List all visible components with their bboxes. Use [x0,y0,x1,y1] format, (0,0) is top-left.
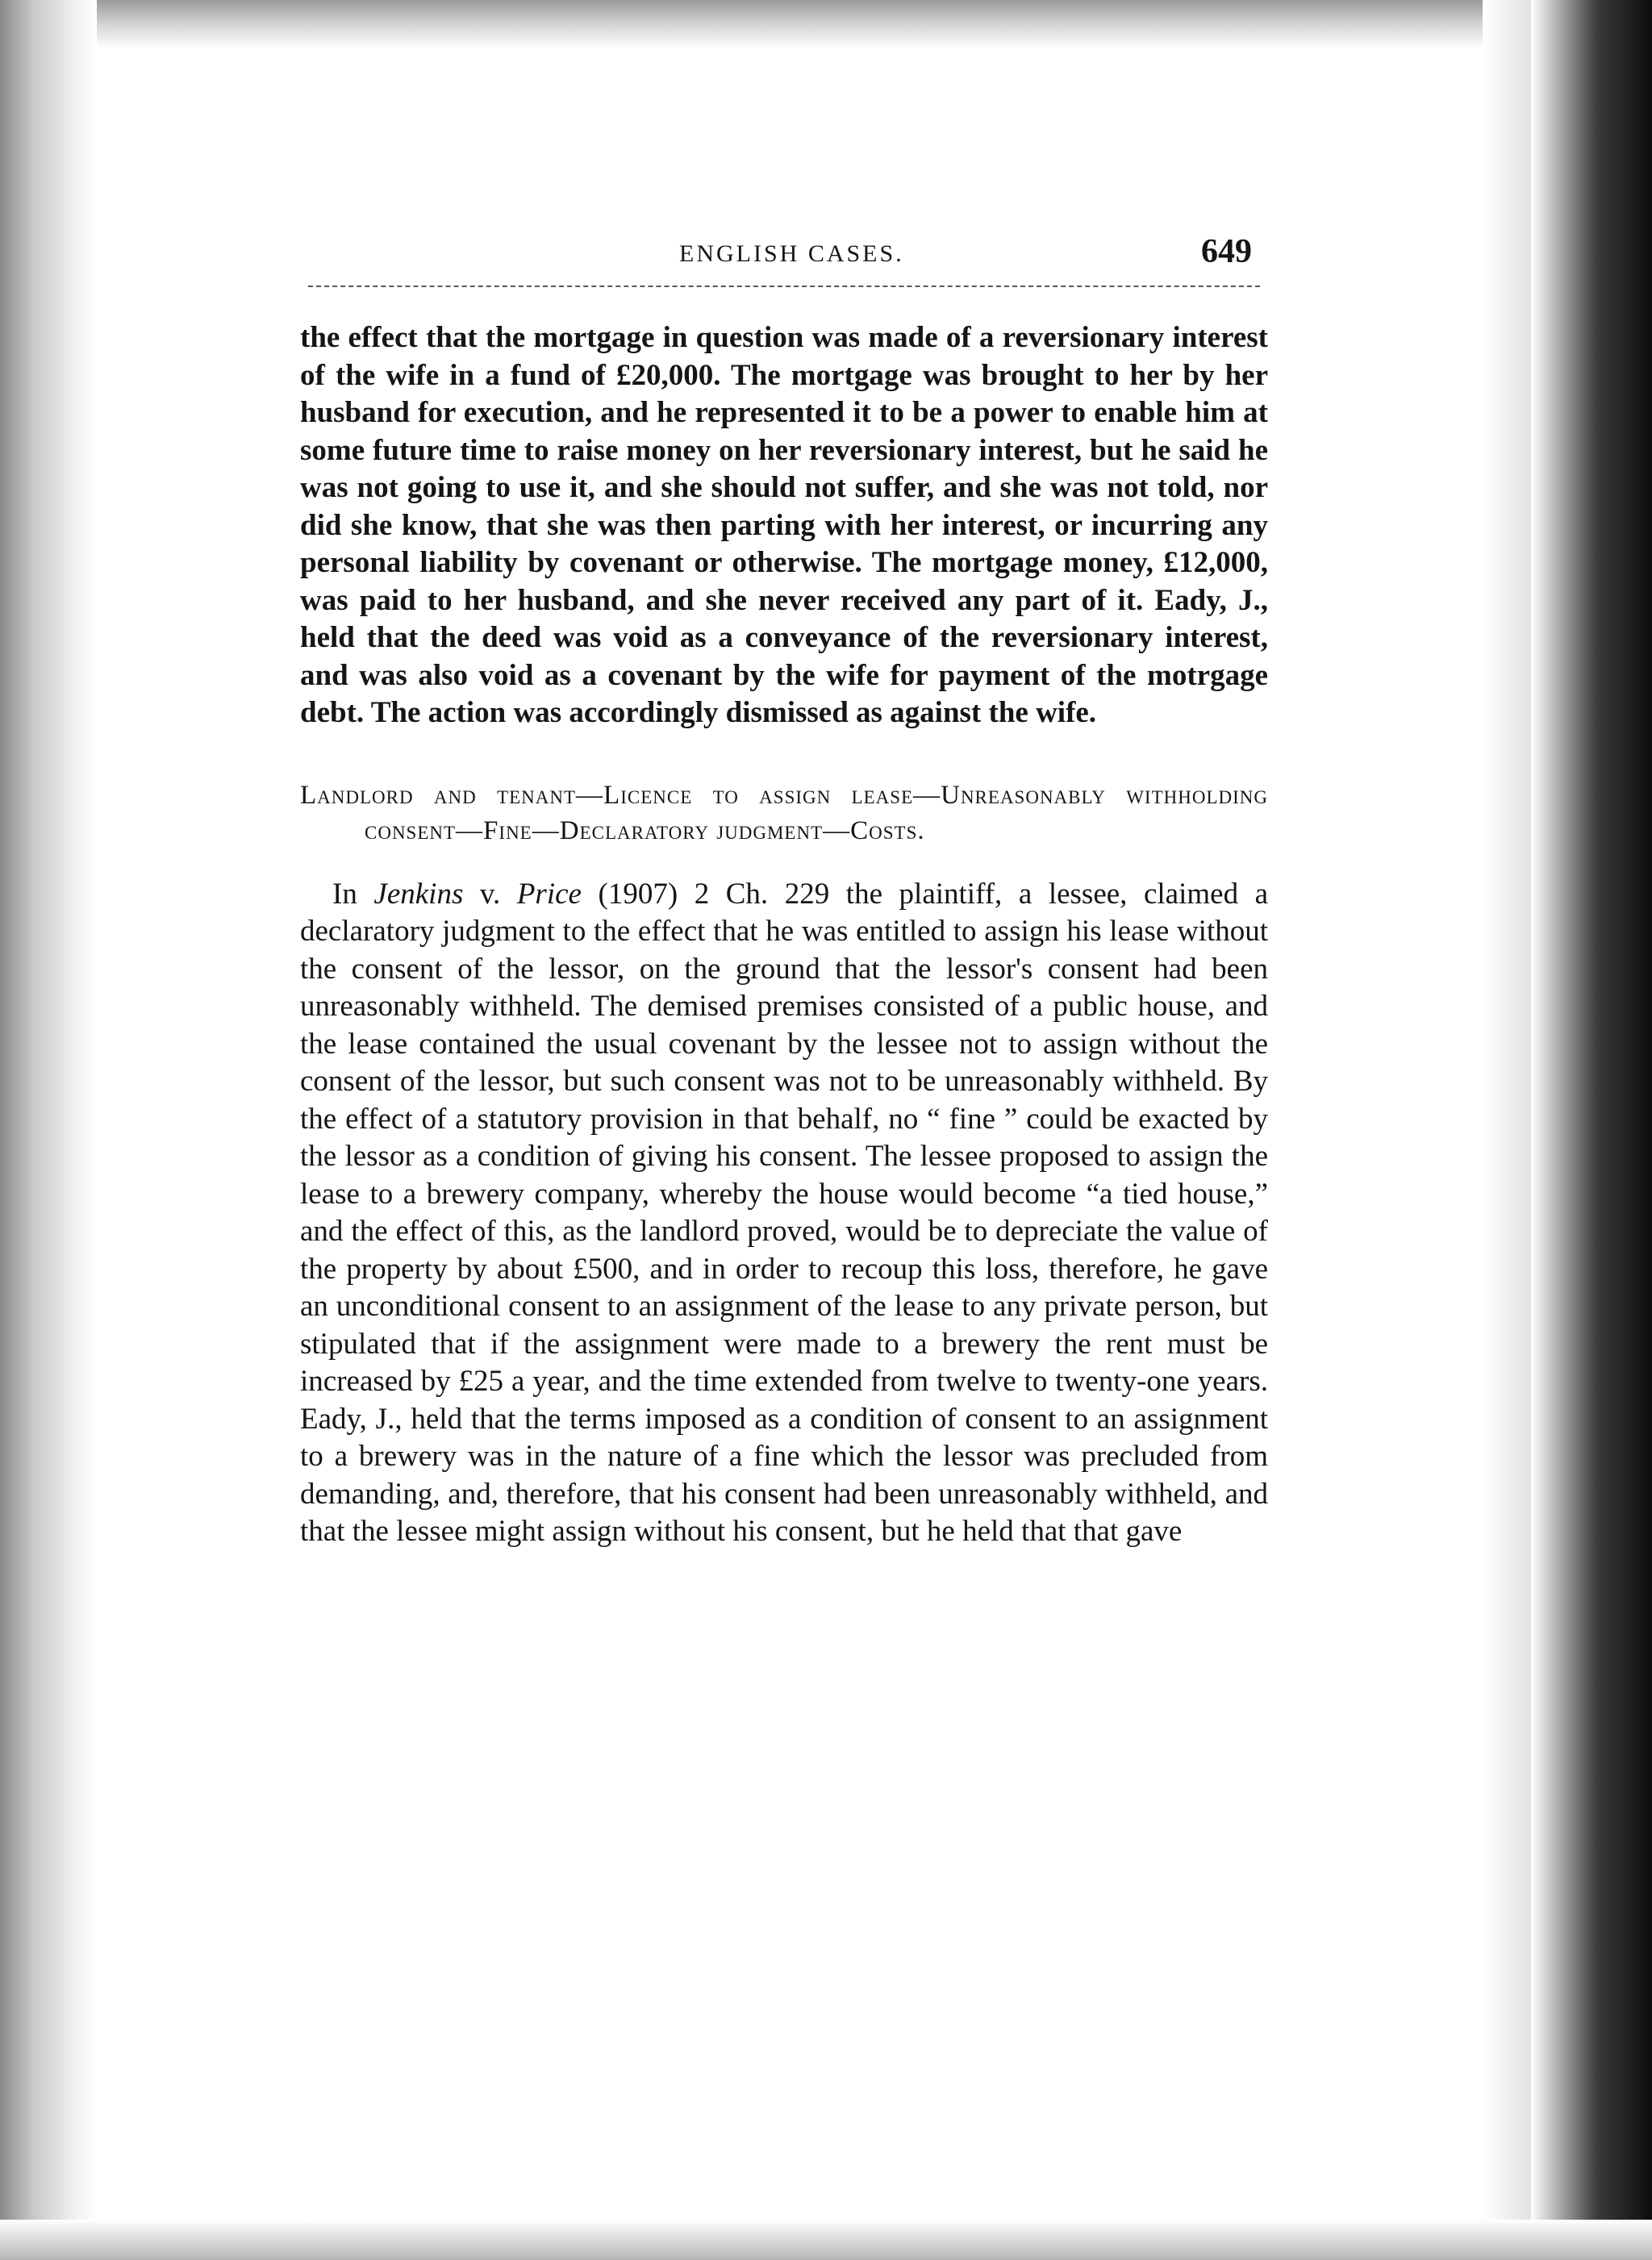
scan-edge-left [0,0,97,2260]
case-versus: v. [479,877,501,911]
paragraph-body: (1907) 2 Ch. 229 the plaintiff, a lessee, claimed a declaratory judgment to the effect that he was entitled to assign his lease without the consent of the lessor, on the ground that the lessor's consent had been unreasonably withheld. The demised premises consisted of a public house, and the lease contained the usual covenant by the lessee not to assign without the consent of the lessor, but such consent was not to be unreasonably withheld. By the effect of a statutory provision in that behalf, no “ fine ” could be exacted by the lessor as a condition of giving his consent. The lessee proposed to assign the lease to a brewery company, whereby the house would become “a tied house,” and the effect of this, as the landlord proved, would be to depreciate the value of the property by about £500, and in order to recoup this loss, therefore, he gave an unconditional consent to an assignment of the lease to any private person, but stipulated that if the assignment were made to a brewery the rent must be increased by £25 a year, and the time extended from twelve to twenty-one years. Eady, J., held that the terms imposed as a condition of consent to an assignment to a brewery was in the nature of a fine which the lessor was precluded from demanding, and, therefore, that his consent had been unreasonably withheld, and that the lessee might assign without his consent, but he held that that gave [300,877,1269,1548]
scan-edge-right [1531,0,1652,2260]
paragraph-lead: In [332,877,357,911]
paragraph-jenkins-v-price [300,876,1268,1551]
scan-edge-bottom [0,2220,1652,2260]
book-page [300,232,1268,1551]
scan-edge-right-shade [1483,0,1531,2260]
header-rule [308,286,1260,287]
paragraph-mortgage-case: the effect that the mortgage in question was made of a reversionary interest of the wife in a fund of £20,000. The mortgage was brought to her by her husband for execution, and he represented it to be a power to enable him at some future time to raise money on her reversionary interest, but he said he was not going to use it, and she should not suffer, and she was not told, nor did she know, that she was then parting with her interest, or incurring any personal liability by covenant or otherwise. The mortgage money, £12,000, was paid to her husband, and she never received any part of it. Eady, J., held that the deed was void as a conveyance of the reversionary interest, and was also void as a covenant by the wife for payment of the motrgage debt. The action was accordingly dismissed as against the wife. [300,321,1268,729]
running-head [300,232,1268,281]
case-plaintiff: Jenkins [373,877,464,911]
scan-edge-top [0,0,1652,48]
running-title: ENGLISH CASES. [679,240,904,267]
section-heading: Landlord and tenant—Licence to assign lease—Unreasonably withholding consent—Fine—Declaratory judgment—Costs. [300,780,1268,845]
case-defendant: Price [516,877,582,911]
page-number: 649 [1201,233,1252,270]
